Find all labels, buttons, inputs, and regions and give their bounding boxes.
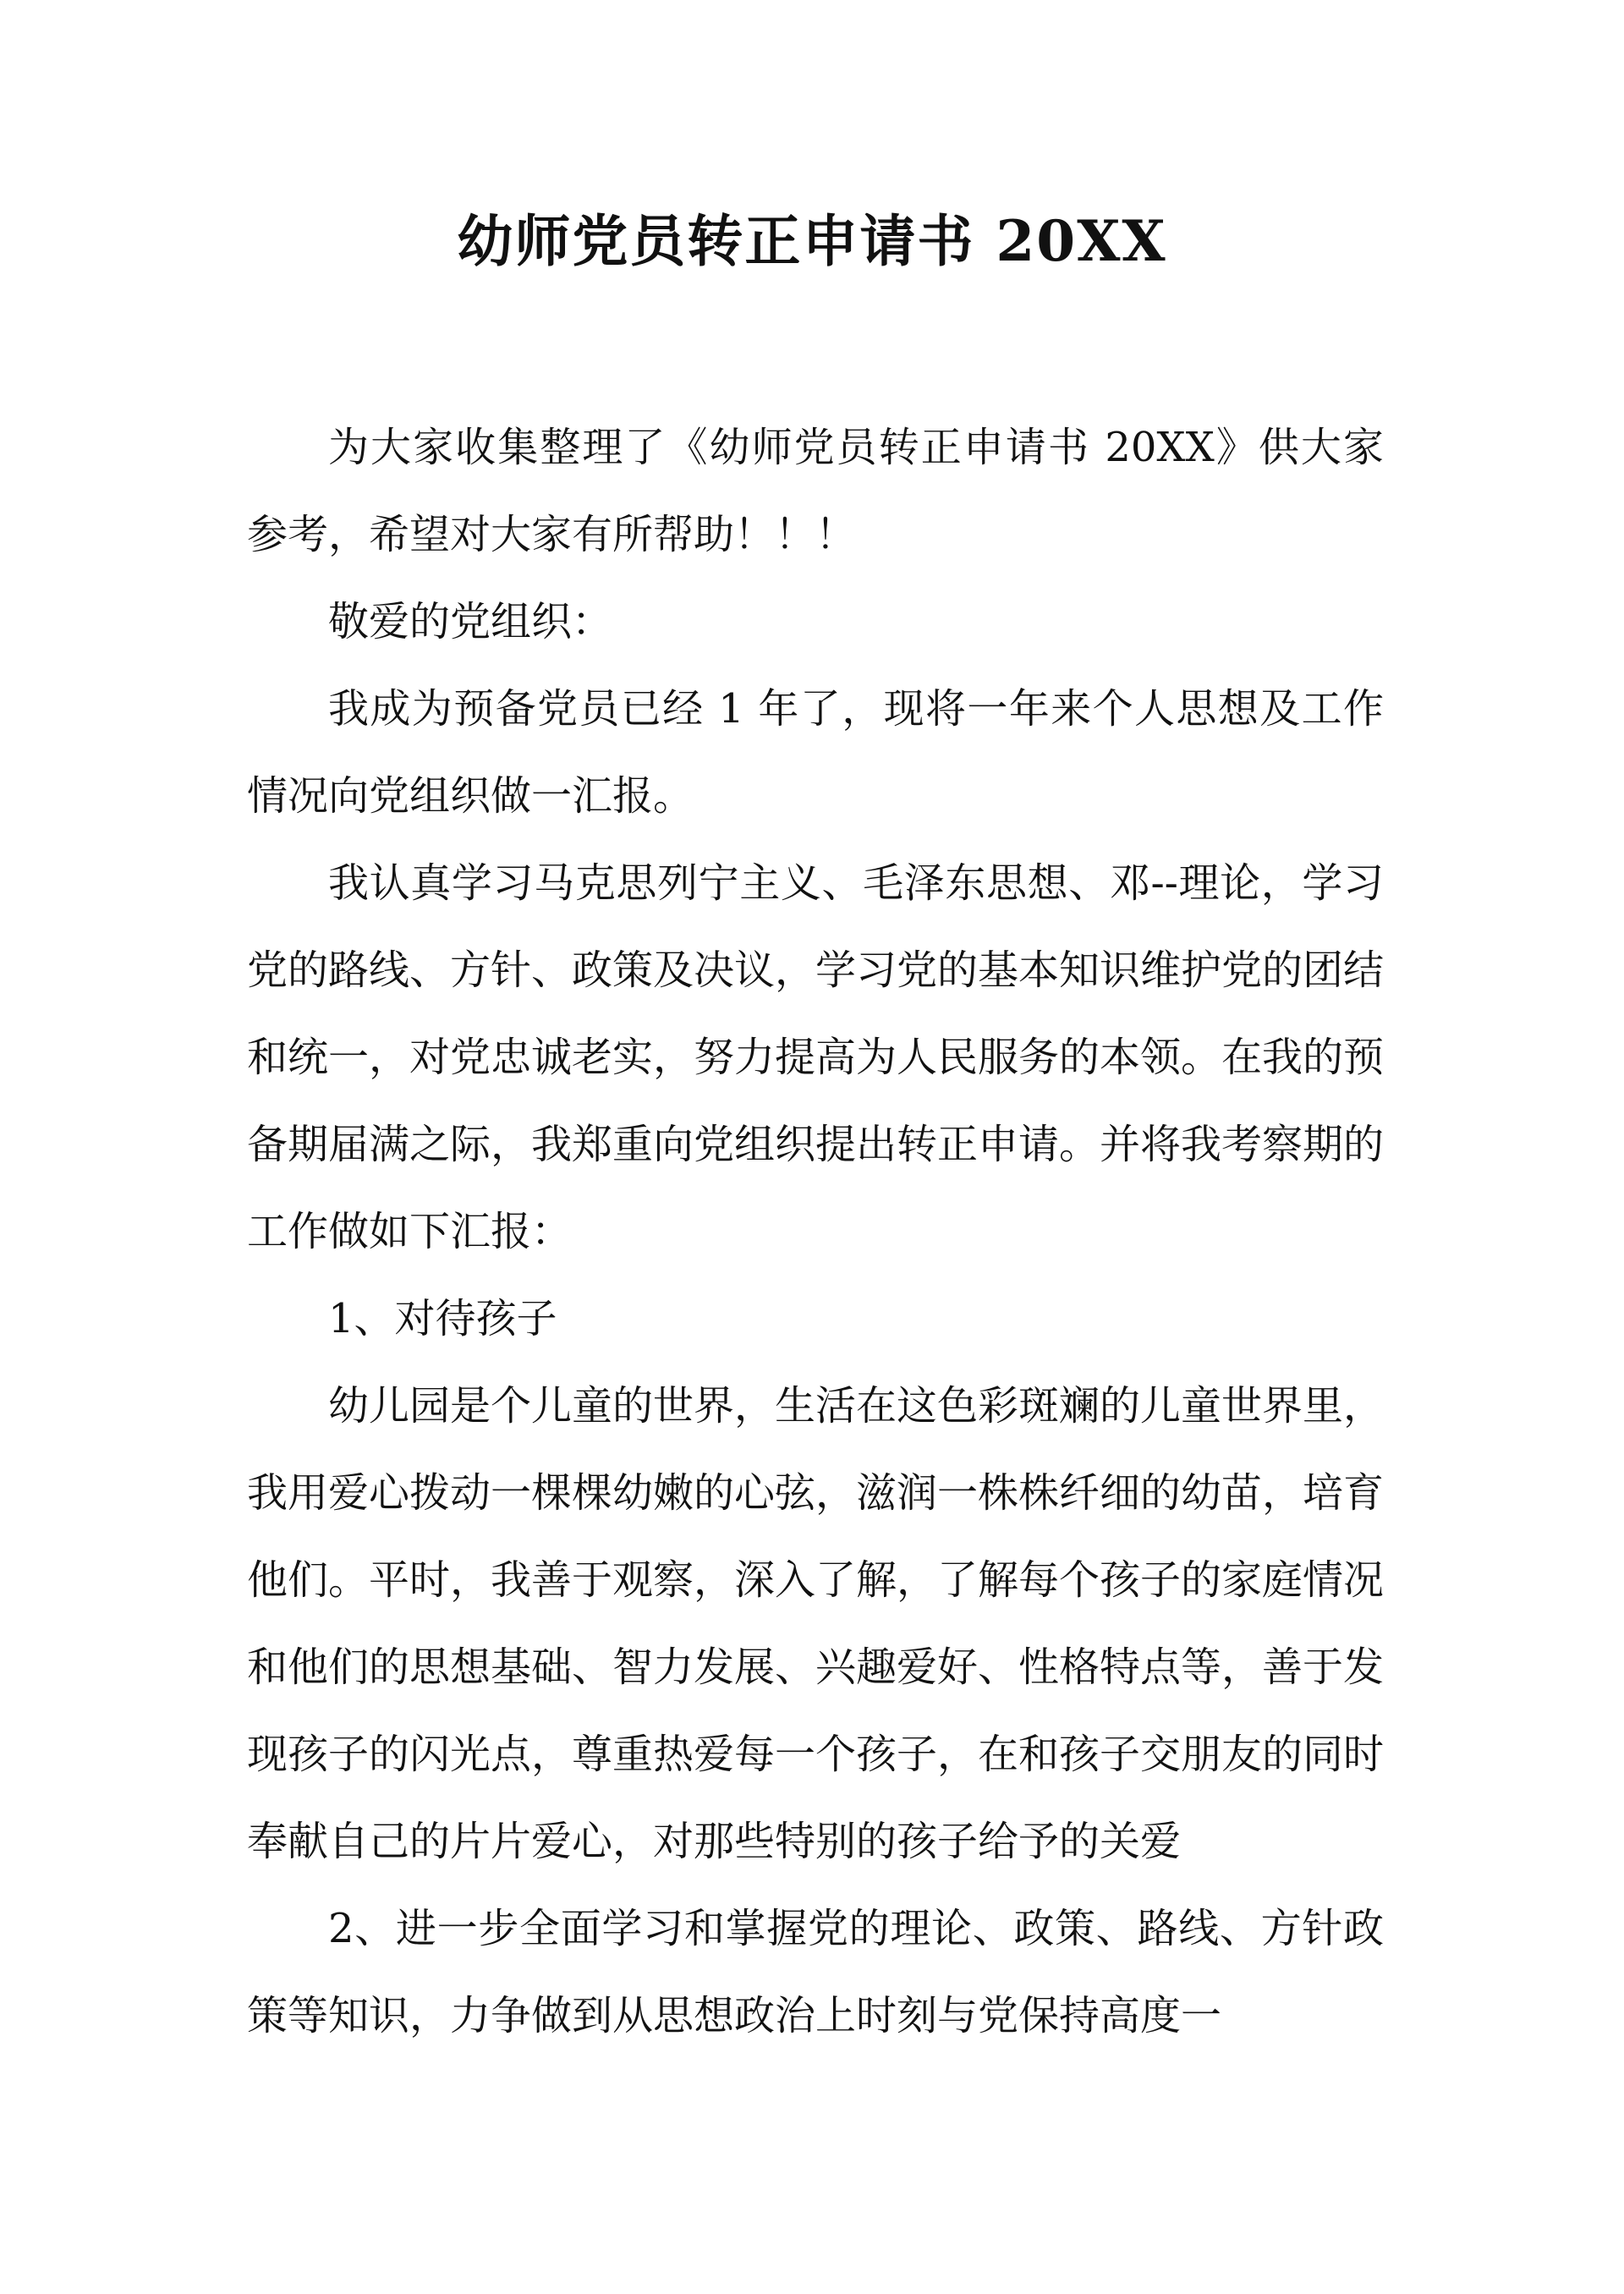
intro-paragraph: 为大家收集整理了《幼师党员转正申请书 20XX》供大家参考，希望对大家有所帮助！！！ [247, 424, 1384, 558]
salutation: 敬爱的党组织： [328, 598, 613, 645]
document-body [247, 404, 1384, 2060]
section-heading: 1、对待孩子 [328, 1295, 557, 1342]
body-paragraph: 我成为预备党员已经 1 年了，现将一年来个人思想及工作情况向党组织做一汇报。 [247, 685, 1384, 820]
document-title: 幼师党员转正申请书 20XX [457, 208, 1167, 274]
body-paragraph: 幼儿园是个儿童的世界，生活在这色彩斑斓的儿童世界里，我用爱心拨动一棵棵幼嫩的心弦，滋润一株株纤细的幼苗，培育他们。平时，我善于观察，深入了解，了解每个孩子的家庭情况和他们的思想基础、智力发展、兴趣爱好、性格特点等，善于发现孩子的闪光点，尊重热爱每一个孩子，在和孩子交朋友的同时奉献自己的片片爱心，对那些特别的孩子给予的关爱 [247, 1382, 1385, 1865]
body-paragraph: 2、进一步全面学习和掌握党的理论、政策、路线、方针政策等知识，力争做到从思想政治上时刻与党保持高度一 [247, 1905, 1384, 2039]
body-paragraph: 我认真学习马克思列宁主义、毛泽东思想、邓--理论，学习党的路线、方针、政策及决议，学习党的基本知识维护党的团结和统一，对党忠诚老实，努力提高为人民服务的本领。在我的预备期届满之际，我郑重向党组织提出转正申请。并将我考察期的工作做如下汇报： [247, 859, 1385, 1255]
